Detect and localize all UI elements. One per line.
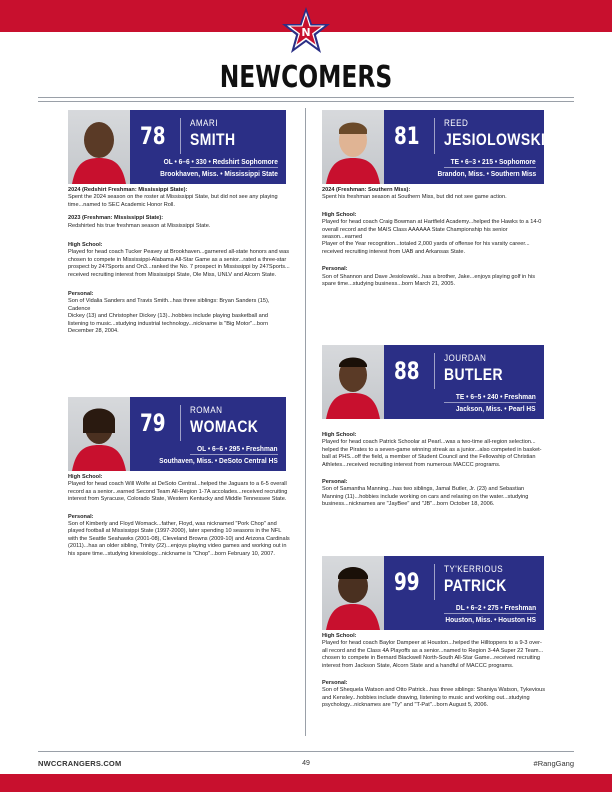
- last-name: PATRICK: [444, 576, 507, 595]
- bio-heading: Personal:: [322, 680, 348, 687]
- bio-line: Played for head coach Tucker Peavey at Brookhaven...garnered all-state honors and was: [68, 249, 290, 256]
- bio-line: Son of Vidalia Sanders and Travis Smith...has three siblings: Bryan Sanders (15), Cadence: [68, 298, 270, 312]
- footer-rule: [38, 751, 574, 752]
- jersey-number: 78: [140, 122, 166, 150]
- first-name: TY'KERRIOUS: [444, 564, 504, 574]
- bio-line: played football at Mississippi State (1997-2000), later spending 10 seasons in the NFL: [68, 528, 282, 535]
- number-divider: [180, 405, 181, 441]
- bio-line: Dickey (13) and Christopher Dickey (13)...hobbies include playing basketball and: [68, 313, 268, 320]
- bio-line: overall record and the MAIS Class AAAAAA State Championship his senior season...earned: [322, 226, 508, 241]
- player-vitals: DL • 6–2 • 275 • Freshman: [455, 603, 536, 612]
- number-divider: [180, 118, 181, 154]
- player-photo: [68, 110, 130, 184]
- player-photo: [322, 110, 384, 184]
- page-number: 49: [302, 760, 310, 767]
- star-n-logo-icon: [281, 6, 331, 56]
- player-hometown: Houston, Miss. • Houston HS: [445, 615, 536, 624]
- player-photo: [322, 345, 384, 419]
- jersey-number: 81: [394, 122, 420, 150]
- info-divider: [444, 613, 536, 614]
- player-banner: [130, 397, 286, 471]
- bio-heading: Personal:: [68, 291, 94, 298]
- bio-line: Athletes...received recruiting interest from numerous MACCC programs.: [322, 461, 501, 468]
- player-banner: [130, 110, 286, 184]
- bio-line: listening to music...studying industrial technology...nickname is "Big Motor"...born: [68, 320, 269, 327]
- player-hometown: Jackson, Miss. • Pearl HS: [456, 404, 536, 413]
- info-divider: [444, 402, 536, 403]
- bio-heading: Personal:: [68, 513, 94, 520]
- bio-line: Played for head coach Baylor Dampeer at Houston...helped the Hilltoppers to a 9-3 over-: [322, 640, 542, 647]
- bio-line: prospect by 247Sports and On3...ranked the No. 7 prospect in Mississippi by 247Sports...: [68, 264, 290, 271]
- player-bio-womack: [68, 474, 290, 564]
- info-divider: [190, 167, 278, 168]
- number-divider: [434, 118, 435, 154]
- last-name: JESIOLOWSKI: [444, 130, 546, 149]
- title-rule-top: [38, 97, 574, 98]
- bio-line: interest from Jackson State, Alcorn State and a handful of MACCC programs.: [322, 662, 514, 669]
- player-banner: [384, 556, 544, 630]
- bio-line: Spent the 2024 season on the roster at Mississippi State, but did not see any playing: [68, 194, 278, 201]
- number-divider: [434, 353, 435, 389]
- first-name: REED: [444, 118, 469, 128]
- info-divider: [190, 454, 278, 455]
- bio-heading: High School:: [322, 211, 357, 218]
- bio-line: Son of Shannon and Dave Jesiolowski...has a brother, Jake...enjoys playing golf in his: [322, 273, 536, 280]
- player-card-smith: [68, 110, 286, 184]
- first-name: AMARI: [190, 118, 218, 128]
- bio-line: received recruiting interest from UAB and Arkansas State.: [322, 248, 466, 255]
- jersey-number: 99: [394, 568, 420, 596]
- bio-line: Son of Kimberly and Floyd Womack...father, Floyd, was nicknamed "Pork Chop" and: [68, 521, 277, 528]
- info-divider: [444, 167, 536, 168]
- last-name: BUTLER: [444, 365, 504, 384]
- bio-line: business...nicknames are "JayBee" and "JB"...born October 18, 2006.: [322, 501, 495, 508]
- bio-heading: Personal:: [322, 479, 348, 486]
- player-photo: [68, 397, 130, 471]
- bio-line: Player of the Year recognition...totaled 2,000 yards of offense for his varsity career...: [322, 241, 530, 248]
- bottom-red-band: [0, 774, 612, 792]
- bio-line: record as a senior...earned Second Team All-Region 1-7A accolades...received recruiting: [68, 488, 288, 495]
- bio-heading: 2024 (Redshirt Freshman: Mississippi State):: [68, 187, 188, 193]
- bio-line: Son of Shequela Watson and Otto Patrick...has three siblings: Shaniya Watson, Tykevious: [322, 687, 546, 694]
- bio-heading: High School:: [322, 432, 357, 438]
- player-bio-smith: [68, 187, 290, 342]
- bio-line: helped the Pirates to a seven-game winning streak as a junior...also competed in basket-: [322, 446, 542, 453]
- player-card-patrick: [322, 556, 544, 630]
- bio-line: Redshirted his true freshman season at Mississippi State.: [68, 222, 211, 229]
- player-photo: [322, 556, 384, 630]
- first-name: JOURDAN: [444, 353, 487, 363]
- bio-line: time...named to SEC Academic Honor Roll.: [68, 201, 175, 208]
- bio-line: (2011)...has an older sibling, Trinity (22)...enjoys playing video games and working out in: [68, 543, 287, 550]
- player-card-womack: [68, 397, 286, 471]
- player-vitals: OL • 6–6 • 295 • Freshman: [197, 444, 278, 453]
- player-card-butler: [322, 345, 544, 419]
- bio-line: Spent his freshman season at Southern Miss, but did not see game action.: [322, 194, 507, 201]
- player-vitals: OL • 6–6 • 330 • Redshirt Sophomore: [163, 157, 278, 166]
- bio-line: and Kensley...hobbies include drawing, listening to music and working out...studying: [322, 694, 530, 701]
- player-bio-patrick: [322, 633, 548, 716]
- bio-line: Played for head coach Will Wolfe at DeSoto Central...helped the Jaguars to a 6-5 overall: [68, 481, 287, 488]
- player-bio-butler: [322, 432, 548, 515]
- bio-heading: Personal:: [322, 266, 348, 273]
- jersey-number: 88: [394, 357, 420, 385]
- page-title: NEWCOMERS: [219, 60, 393, 95]
- bio-line: Son of Samantha Manning...has two siblings, Jamal Butler, Jr. (23) and Sebastian: [322, 486, 525, 493]
- title-rule-bottom: [38, 101, 574, 102]
- player-banner: [384, 345, 544, 419]
- column-divider: [305, 108, 306, 736]
- bio-line: interest from Syracuse, Colorado State, Western Kentucky and Middle Tennessee State.: [68, 496, 287, 503]
- bio-line: received recruiting interest from Mississippi State, Ole Miss, UNLV and Alcorn State.: [68, 271, 277, 278]
- player-card-jesiolowski: [322, 110, 544, 184]
- last-name: WOMACK: [190, 417, 259, 436]
- bio-heading: 2024 (Freshman: Southern Miss):: [322, 187, 411, 193]
- footer-website-link[interactable]: NWCCRANGERS.COM: [38, 759, 122, 768]
- bio-line: with the Seattle Seahawks (2001-08), Cleveland Browns (2009-10) and Arizona Cardinals: [68, 535, 290, 542]
- bio-line: spare time...studying business...born March 21, 2005.: [322, 281, 456, 288]
- bio-line: December 28, 2004.: [68, 328, 119, 335]
- bio-line: his spare time...studying kinesiology...nickname is "Chop"...born February 10, 2007.: [68, 550, 275, 557]
- bio-line: chosen to compete in Bernard Blackwell North-South All-Star Game...received recruiting: [322, 655, 540, 662]
- number-divider: [434, 564, 435, 600]
- bio-heading: High School:: [68, 242, 103, 249]
- bio-heading: High School:: [322, 633, 357, 639]
- player-vitals: TE • 6–5 • 240 • Freshman: [456, 392, 536, 401]
- bio-line: Manning (11)...hobbies include working on cars and relaxing on the water...studying: [322, 493, 529, 500]
- bio-line: all record and the Class 4A Playoffs as a senior...named to Region 3-4A Super 22 Team...: [322, 647, 544, 654]
- bio-line: psychology...nicknames are "Ty" and "T-Pat"...born August 5, 2006.: [322, 702, 489, 709]
- svg-text:N: N: [301, 26, 311, 39]
- bio-heading: 2023 (Freshman: Mississippi State):: [68, 215, 164, 222]
- bio-line: Played for head coach Craig Bowman at Hartfield Academy...helped the Hawks to a 14-0: [322, 219, 542, 226]
- player-banner: [384, 110, 544, 184]
- first-name: ROMAN: [190, 405, 223, 415]
- bio-line: ball at PHS...off the field, a member of Student Council and the Fellowship of Christian: [322, 454, 536, 461]
- jersey-number: 79: [140, 409, 166, 437]
- bio-heading: High School:: [68, 474, 103, 480]
- player-bio-jesiolowski: [322, 187, 548, 294]
- bio-line: Played for head coach Patrick Schoolar at Pearl...was a two-time all-region selection...: [322, 439, 536, 446]
- player-hometown: Southaven, Miss. • DeSoto Central HS: [159, 456, 278, 465]
- last-name: SMITH: [190, 130, 236, 149]
- player-hometown: Brookhaven, Miss. • Mississippi State: [160, 169, 278, 178]
- player-hometown: Brandon, Miss. • Southern Miss: [437, 169, 536, 178]
- player-vitals: TE • 6–3 • 215 • Sophomore: [450, 157, 536, 166]
- bio-line: chosen to compete in Mississippi-Alabama All-Star Game as a senior...rated a three-star: [68, 256, 287, 263]
- footer-hashtag: #RangGang: [533, 759, 574, 768]
